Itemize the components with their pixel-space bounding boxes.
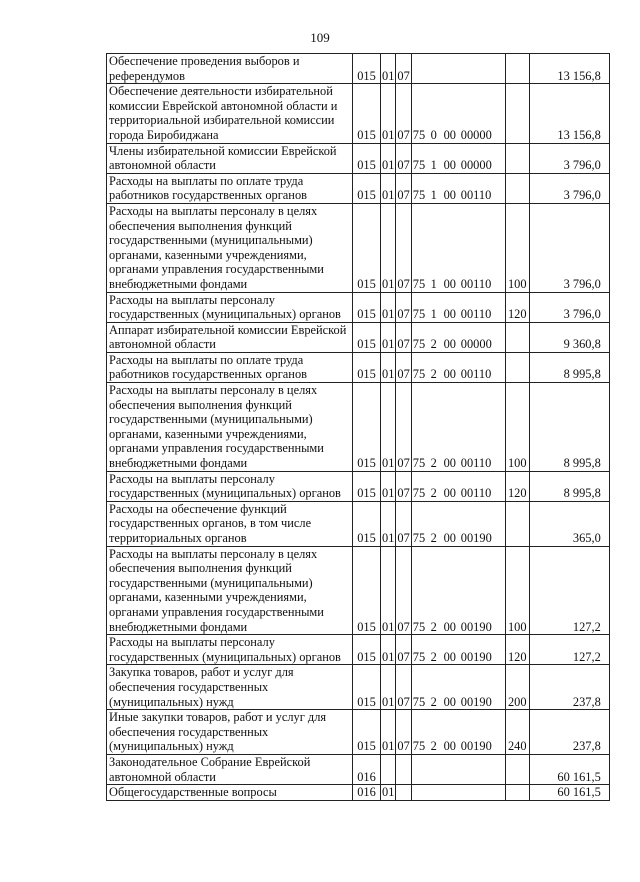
- row-subsection-code: 07: [396, 84, 411, 143]
- target-article-code-part: 00: [443, 456, 456, 471]
- row-description: Обеспечение деятельности избирательной комиссии Еврейской автономной области и территориальной избирательной комиссии города Биробиджана: [107, 84, 353, 143]
- page-number: 109: [310, 30, 330, 45]
- target-article-code-part: 00: [443, 127, 456, 142]
- row-ministry-code: 015: [353, 352, 381, 382]
- target-article-code-part: 2: [430, 456, 437, 471]
- row-expense-type-code: 100: [505, 546, 529, 635]
- row-section-code: 01: [381, 471, 396, 501]
- row-subsection-code: 07: [396, 471, 411, 501]
- row-subsection-code: [396, 785, 411, 801]
- table-row: [107, 84, 610, 143]
- row-section-code: 01: [381, 84, 396, 143]
- row-target-article-code: [411, 383, 505, 472]
- target-article-code-part: 75: [412, 486, 426, 501]
- target-article-code-part: 00: [443, 367, 456, 382]
- target-article-code-part: 00190: [460, 619, 492, 634]
- row-amount: 237,8: [529, 710, 609, 755]
- row-ministry-code: 016: [353, 785, 381, 801]
- table-row: [107, 501, 610, 546]
- target-article-code-part: 75: [412, 276, 426, 291]
- row-target-article-code: [411, 173, 505, 203]
- row-ministry-code: 015: [353, 635, 381, 665]
- row-section-code: 01: [381, 143, 396, 173]
- row-expense-type-code: [505, 785, 529, 801]
- target-article-code-part: 00190: [460, 649, 492, 664]
- row-section-code: 01: [381, 54, 396, 84]
- row-description: Расходы на выплаты по оплате труда работников государственных органов: [107, 352, 353, 382]
- target-article-code-part: 00: [443, 337, 456, 352]
- target-article-code-part: 00: [443, 276, 456, 291]
- row-description: Расходы на обеспечение функций государственных органов, в том числе территориальных органов: [107, 501, 353, 546]
- row-section-code: 01: [382, 785, 395, 800]
- row-description: Закупка товаров, работ и услуг для обеспечения государственных (муниципальных) нужд: [107, 665, 353, 710]
- row-subsection-code: 07: [396, 322, 411, 352]
- row-amount: 8 995,8: [529, 471, 609, 501]
- row-target-article-code: [411, 710, 505, 755]
- target-article-code-part: 2: [430, 531, 437, 545]
- target-article-code-part: 75: [412, 456, 426, 471]
- target-article-code-part: 75: [412, 694, 426, 709]
- table-row: [107, 322, 610, 352]
- row-section-code: 01: [381, 203, 396, 292]
- target-article-code-part: 00: [443, 649, 456, 664]
- row-section-code: 01: [381, 710, 396, 755]
- row-description: Расходы на выплаты персоналу в целях обеспечения выполнения функций государственными (муниципальными) органами, казенными учреждениями, органами управления государственными внебюджетными фондами: [107, 203, 353, 292]
- row-expense-type-code: [505, 54, 529, 84]
- row-section-code: 01: [381, 501, 396, 546]
- row-description: Расходы на выплаты персоналу государственных (муниципальных) органов: [107, 635, 353, 665]
- row-description: Аппарат избирательной комиссии Еврейской автономной области: [107, 322, 353, 352]
- row-description: Обеспечение проведения выборов и референдумов: [107, 54, 353, 84]
- row-target-article-code: [411, 203, 505, 292]
- row-description: Расходы на выплаты по оплате труда работников государственных органов: [107, 173, 353, 203]
- row-expense-type-code: 200: [505, 665, 529, 710]
- row-description: Члены избирательной комиссии Еврейской автономной области: [107, 143, 353, 173]
- target-article-code-part: 00: [443, 619, 456, 634]
- row-amount: 3 796,0: [529, 143, 609, 173]
- budget-table: [106, 53, 610, 801]
- row-amount: 365,0: [529, 501, 609, 546]
- row-amount: 3 796,0: [529, 292, 609, 322]
- target-article-code-part: 00110: [460, 456, 492, 471]
- target-article-code-part: 75: [412, 739, 426, 754]
- row-ministry-code: 015: [353, 383, 381, 472]
- target-article-code-part: 00000: [460, 127, 492, 142]
- row-section-code: 01: [381, 665, 396, 710]
- target-article-code-part: 1: [430, 158, 437, 173]
- row-subsection-code: 07: [396, 710, 411, 755]
- row-expense-type-code: 100: [505, 383, 529, 472]
- row-ministry-code: 015: [353, 710, 381, 755]
- target-article-code-part: 75: [412, 158, 426, 173]
- target-article-code-part: 00190: [460, 694, 492, 709]
- target-article-code-part: 00110: [460, 367, 492, 382]
- target-article-code-part: 75: [412, 188, 426, 203]
- row-subsection-code: 07: [396, 635, 411, 665]
- target-article-code-part: 75: [412, 337, 426, 352]
- target-article-code-part: 00110: [460, 307, 492, 322]
- target-article-code-part: 75: [412, 619, 426, 634]
- row-section-code: 01: [381, 292, 396, 322]
- target-article-code-part: 00110: [460, 486, 492, 501]
- row-description: Расходы на выплаты персоналу в целях обеспечения выполнения функций государственными (муниципальными) органами, казенными учреждениями, органами управления государственными внебюджетными фондами: [107, 546, 353, 635]
- target-article-code-part: 2: [430, 649, 437, 664]
- row-target-article-code: [411, 471, 505, 501]
- row-expense-type-code: 240: [505, 710, 529, 755]
- table-row: [107, 471, 610, 501]
- target-article-code-part: 00: [443, 739, 456, 754]
- row-section-code: 01: [381, 383, 396, 472]
- row-ministry-code: 015: [353, 322, 381, 352]
- row-amount: 127,2: [529, 635, 609, 665]
- row-target-article-code: [411, 322, 505, 352]
- table-row: [107, 383, 610, 472]
- row-ministry-code: 015: [353, 143, 381, 173]
- row-section-code: 01: [381, 322, 396, 352]
- table-row: [107, 635, 610, 665]
- row-amount: 13 156,8: [529, 84, 609, 143]
- row-subsection-code: 07: [396, 352, 411, 382]
- target-article-code-part: 75: [412, 649, 426, 664]
- row-target-article-code: [411, 635, 505, 665]
- row-section-code: 01: [381, 173, 396, 203]
- target-article-code-part: 2: [430, 619, 437, 634]
- row-subsection-code: 07: [396, 665, 411, 710]
- row-expense-type-code: [505, 173, 529, 203]
- row-amount: 3 796,0: [529, 203, 609, 292]
- row-target-article-code: [411, 292, 505, 322]
- table-row: [107, 546, 610, 635]
- table-row: [107, 785, 610, 801]
- target-article-code-part: 00190: [460, 739, 492, 754]
- row-subsection-code: 07: [396, 292, 411, 322]
- row-amount: 13 156,8: [529, 54, 609, 84]
- row-expense-type-code: [505, 143, 529, 173]
- row-target-article-code: [411, 54, 505, 84]
- row-expense-type-code: [505, 754, 529, 784]
- table-row: [107, 665, 610, 710]
- row-amount: 8 995,8: [529, 352, 609, 382]
- target-article-code-part: 1: [430, 276, 437, 291]
- table-row: [107, 203, 610, 292]
- row-description: Общегосударственные вопросы: [107, 785, 353, 801]
- row-section-code: [381, 754, 396, 784]
- row-subsection-code: 07: [396, 54, 411, 84]
- row-amount: 3 796,0: [529, 173, 609, 203]
- row-target-article-code: [411, 785, 505, 801]
- row-expense-type-code: 120: [505, 635, 529, 665]
- row-subsection-code: 07: [396, 203, 411, 292]
- table-row: [107, 292, 610, 322]
- row-ministry-code: 016: [353, 754, 381, 784]
- row-target-article-code: [411, 501, 505, 546]
- row-description: Расходы на выплаты персоналу государственных (муниципальных) органов: [107, 471, 353, 501]
- row-expense-type-code: [505, 352, 529, 382]
- target-article-code-part: 00110: [460, 276, 492, 291]
- row-expense-type-code: [505, 501, 529, 546]
- row-target-article-code: [411, 84, 505, 143]
- row-ministry-code: 015: [353, 665, 381, 710]
- row-subsection-code: 07: [396, 143, 411, 173]
- target-article-code-part: 1: [430, 307, 437, 322]
- row-description: Иные закупки товаров, работ и услуг для обеспечения государственных (муниципальных) нужд: [107, 710, 353, 755]
- row-ministry-code: 015: [353, 546, 381, 635]
- row-amount: 9 360,8: [529, 322, 609, 352]
- row-subsection-code: 07: [396, 383, 411, 472]
- row-amount: 127,2: [529, 546, 609, 635]
- row-amount: 8 995,8: [529, 383, 609, 472]
- row-expense-type-code: [505, 84, 529, 143]
- row-amount: 60 161,5: [529, 754, 609, 784]
- row-subsection-code: [396, 754, 411, 784]
- table-row: [107, 173, 610, 203]
- table-row: [107, 754, 610, 784]
- row-expense-type-code: 100: [505, 203, 529, 292]
- target-article-code-part: 00000: [460, 337, 492, 352]
- table-row: [107, 352, 610, 382]
- row-ministry-code: 015: [353, 203, 381, 292]
- target-article-code-part: 75: [412, 367, 426, 382]
- row-description: Расходы на выплаты персоналу в целях обеспечения выполнения функций государственными (муниципальными) органами, казенными учреждениями, органами управления государственными внебюджетными фондами: [107, 383, 353, 472]
- row-ministry-code: 015: [353, 501, 381, 546]
- row-description: Законодательное Собрание Еврейской автономной области: [107, 754, 353, 784]
- row-subsection-code: 07: [396, 501, 411, 546]
- target-article-code-part: 2: [430, 486, 437, 501]
- target-article-code-part: 00: [443, 486, 456, 501]
- row-subsection-code: 07: [396, 173, 411, 203]
- row-ministry-code: 015: [353, 173, 381, 203]
- target-article-code-part: 2: [430, 367, 437, 382]
- target-article-code-part: 00110: [460, 188, 492, 203]
- row-section-code: 01: [381, 546, 396, 635]
- target-article-code-part: 00000: [460, 158, 492, 173]
- table-row: [107, 54, 610, 84]
- row-target-article-code: [411, 754, 505, 784]
- target-article-code-part: 75: [412, 307, 426, 322]
- target-article-code-part: 00: [443, 531, 456, 545]
- row-expense-type-code: 120: [505, 471, 529, 501]
- target-article-code-part: 00: [443, 307, 456, 322]
- target-article-code-part: 2: [430, 694, 437, 709]
- target-article-code-part: 2: [430, 337, 437, 352]
- target-article-code-part: 0: [430, 127, 437, 142]
- target-article-code-part: 2: [430, 739, 437, 754]
- target-article-code-part: 00: [443, 188, 456, 203]
- row-ministry-code: 015: [353, 471, 381, 501]
- table-row: [107, 143, 610, 173]
- row-subsection-code: 07: [396, 546, 411, 635]
- row-ministry-code: 015: [353, 292, 381, 322]
- row-ministry-code: 015: [353, 54, 381, 84]
- row-description: Расходы на выплаты персоналу государственных (муниципальных) органов: [107, 292, 353, 322]
- row-section-code: 01: [381, 635, 396, 665]
- row-expense-type-code: 120: [505, 292, 529, 322]
- target-article-code-part: 00: [443, 694, 456, 709]
- row-target-article-code: [411, 546, 505, 635]
- row-amount: 237,8: [529, 665, 609, 710]
- row-target-article-code: [411, 143, 505, 173]
- target-article-code-part: 75: [412, 531, 426, 545]
- target-article-code-part: 00190: [460, 531, 492, 545]
- table-row: [107, 710, 610, 755]
- row-target-article-code: [411, 665, 505, 710]
- row-ministry-code: 015: [353, 84, 381, 143]
- row-amount: 60 161,5: [529, 785, 609, 801]
- target-article-code-part: 1: [430, 188, 437, 203]
- target-article-code-part: 00: [443, 158, 456, 173]
- row-section-code: 01: [381, 352, 396, 382]
- budget-table-body: [107, 54, 610, 801]
- target-article-code-part: 75: [412, 127, 426, 142]
- row-expense-type-code: [505, 322, 529, 352]
- row-target-article-code: [411, 352, 505, 382]
